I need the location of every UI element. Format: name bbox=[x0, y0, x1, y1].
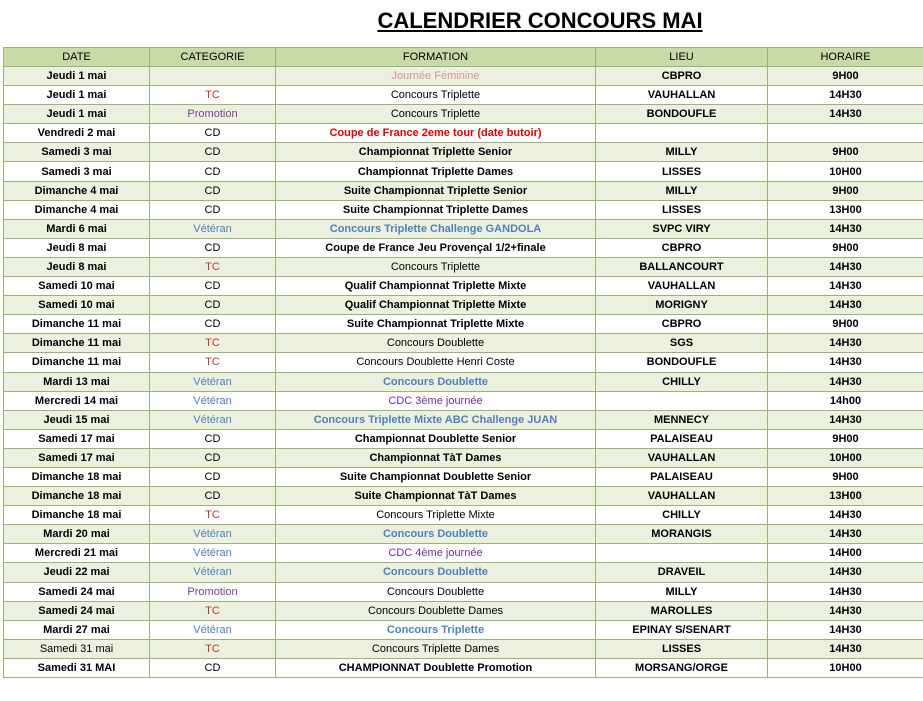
lieu-cell: PALAISEAU bbox=[596, 467, 768, 486]
date-cell: Mardi 6 mai bbox=[4, 219, 150, 238]
table-row bbox=[4, 334, 923, 353]
header-date: DATE bbox=[4, 48, 150, 67]
lieu-cell: VAUHALLAN bbox=[596, 487, 768, 506]
formation-cell: Suite Championnat Doublette Senior bbox=[276, 467, 596, 486]
formation-cell: Concours Triplette Challenge GANDOLA bbox=[276, 219, 596, 238]
lieu-cell: CBPRO bbox=[596, 67, 768, 86]
horaire-cell: 9H00 bbox=[768, 315, 923, 334]
categorie-cell: CD bbox=[150, 238, 276, 257]
categorie-cell: Promotion bbox=[150, 582, 276, 601]
table-row bbox=[4, 86, 923, 105]
formation-cell: CHAMPIONNAT Doublette Promotion bbox=[276, 658, 596, 677]
lieu-cell: MILLY bbox=[596, 582, 768, 601]
date-cell: Dimanche 4 mai bbox=[4, 200, 150, 219]
lieu-cell: SGS bbox=[596, 334, 768, 353]
horaire-cell: 14H30 bbox=[768, 353, 923, 372]
categorie-cell: Vétéran bbox=[150, 219, 276, 238]
categorie-cell: Promotion bbox=[150, 105, 276, 124]
categorie-cell: Vétéran bbox=[150, 620, 276, 639]
header-formation: FORMATION bbox=[276, 48, 596, 67]
date-cell: Samedi 31 MAI bbox=[4, 658, 150, 677]
date-cell: Samedi 31 mai bbox=[4, 639, 150, 658]
date-cell: Dimanche 11 mai bbox=[4, 334, 150, 353]
date-cell: Dimanche 18 mai bbox=[4, 506, 150, 525]
formation-cell: Concours Triplette bbox=[276, 620, 596, 639]
date-cell: Dimanche 18 mai bbox=[4, 467, 150, 486]
horaire-cell: 10H00 bbox=[768, 448, 923, 467]
lieu-cell: BALLANCOURT bbox=[596, 257, 768, 276]
categorie-cell: CD bbox=[150, 448, 276, 467]
table-row bbox=[4, 181, 923, 200]
lieu-cell: LISSES bbox=[596, 200, 768, 219]
formation-cell: Concours Triplette Dames bbox=[276, 639, 596, 658]
formation-cell: Championnat Triplette Dames bbox=[276, 162, 596, 181]
formation-cell: Suite Championnat Triplette Senior bbox=[276, 181, 596, 200]
date-cell: Jeudi 15 mai bbox=[4, 410, 150, 429]
date-cell: Jeudi 1 mai bbox=[4, 67, 150, 86]
lieu-cell: MENNECY bbox=[596, 410, 768, 429]
horaire-cell: 13H00 bbox=[768, 200, 923, 219]
date-cell: Jeudi 22 mai bbox=[4, 563, 150, 582]
horaire-cell bbox=[768, 124, 923, 143]
categorie-cell: CD bbox=[150, 315, 276, 334]
table-row bbox=[4, 639, 923, 658]
categorie-cell: CD bbox=[150, 277, 276, 296]
lieu-cell: CHILLY bbox=[596, 506, 768, 525]
horaire-cell: 14H30 bbox=[768, 620, 923, 639]
table-row bbox=[4, 582, 923, 601]
formation-cell: Concours Doublette bbox=[276, 563, 596, 582]
table-row bbox=[4, 525, 923, 544]
formation-cell: Qualif Championnat Triplette Mixte bbox=[276, 277, 596, 296]
formation-cell: Suite Championnat Triplette Dames bbox=[276, 200, 596, 219]
header-row bbox=[4, 48, 923, 67]
formation-cell: CDC 4ème journée bbox=[276, 544, 596, 563]
categorie-cell: CD bbox=[150, 487, 276, 506]
lieu-cell: LISSES bbox=[596, 639, 768, 658]
lieu-cell: LISSES bbox=[596, 162, 768, 181]
lieu-cell: EPINAY S/SENART bbox=[596, 620, 768, 639]
formation-cell: Suite Championnat Triplette Mixte bbox=[276, 315, 596, 334]
categorie-cell: TC bbox=[150, 639, 276, 658]
table-row bbox=[4, 257, 923, 276]
horaire-cell: 14H30 bbox=[768, 582, 923, 601]
date-cell: Samedi 10 mai bbox=[4, 296, 150, 315]
lieu-cell: DRAVEIL bbox=[596, 563, 768, 582]
table-row bbox=[4, 601, 923, 620]
lieu-cell: PALAISEAU bbox=[596, 429, 768, 448]
categorie-cell: Vétéran bbox=[150, 391, 276, 410]
table-row bbox=[4, 410, 923, 429]
lieu-cell: VAUHALLAN bbox=[596, 86, 768, 105]
categorie-cell: TC bbox=[150, 353, 276, 372]
date-cell: Dimanche 18 mai bbox=[4, 487, 150, 506]
table-row bbox=[4, 448, 923, 467]
horaire-cell: 13H00 bbox=[768, 487, 923, 506]
horaire-cell: 14H30 bbox=[768, 219, 923, 238]
table-row bbox=[4, 506, 923, 525]
formation-cell: Concours Triplette bbox=[276, 86, 596, 105]
date-cell: Mardi 27 mai bbox=[4, 620, 150, 639]
categorie-cell: TC bbox=[150, 506, 276, 525]
horaire-cell: 14H30 bbox=[768, 639, 923, 658]
date-cell: Jeudi 1 mai bbox=[4, 105, 150, 124]
categorie-cell: TC bbox=[150, 86, 276, 105]
formation-cell: Concours Doublette bbox=[276, 372, 596, 391]
table-row bbox=[4, 658, 923, 677]
horaire-cell: 9H00 bbox=[768, 429, 923, 448]
formation-cell: Concours Triplette Mixte bbox=[276, 506, 596, 525]
lieu-cell: MORANGIS bbox=[596, 525, 768, 544]
lieu-cell: CHILLY bbox=[596, 372, 768, 391]
formation-cell: Concours Doublette bbox=[276, 582, 596, 601]
formation-cell: Concours Doublette Dames bbox=[276, 601, 596, 620]
lieu-cell bbox=[596, 544, 768, 563]
date-cell: Samedi 17 mai bbox=[4, 429, 150, 448]
lieu-cell: BONDOUFLE bbox=[596, 105, 768, 124]
categorie-cell: TC bbox=[150, 334, 276, 353]
formation-cell: Coupe de France Jeu Provençal 1/2+finale bbox=[276, 238, 596, 257]
table-row bbox=[4, 487, 923, 506]
categorie-cell: CD bbox=[150, 143, 276, 162]
formation-cell: Concours Doublette bbox=[276, 525, 596, 544]
horaire-cell: 10H00 bbox=[768, 162, 923, 181]
date-cell: Jeudi 8 mai bbox=[4, 257, 150, 276]
formation-cell: Suite Championnat TàT Dames bbox=[276, 487, 596, 506]
table-row bbox=[4, 563, 923, 582]
categorie-cell: Vétéran bbox=[150, 544, 276, 563]
header-lieu: LIEU bbox=[596, 48, 768, 67]
lieu-cell: VAUHALLAN bbox=[596, 448, 768, 467]
lieu-cell: VAUHALLAN bbox=[596, 277, 768, 296]
lieu-cell: MILLY bbox=[596, 143, 768, 162]
table-row bbox=[4, 372, 923, 391]
table-row bbox=[4, 620, 923, 639]
horaire-cell: 14H30 bbox=[768, 506, 923, 525]
lieu-cell bbox=[596, 124, 768, 143]
horaire-cell: 9H00 bbox=[768, 238, 923, 257]
horaire-cell: 14H30 bbox=[768, 410, 923, 429]
horaire-cell: 14H00 bbox=[768, 544, 923, 563]
horaire-cell: 14H30 bbox=[768, 563, 923, 582]
date-cell: Dimanche 4 mai bbox=[4, 181, 150, 200]
categorie-cell: CD bbox=[150, 162, 276, 181]
categorie-cell: CD bbox=[150, 296, 276, 315]
horaire-cell: 9H00 bbox=[768, 67, 923, 86]
table-row bbox=[4, 353, 923, 372]
table-row bbox=[4, 219, 923, 238]
date-cell: Mardi 20 mai bbox=[4, 525, 150, 544]
date-cell: Mardi 13 mai bbox=[4, 372, 150, 391]
table-row bbox=[4, 429, 923, 448]
categorie-cell: TC bbox=[150, 601, 276, 620]
formation-cell: Concours Triplette bbox=[276, 105, 596, 124]
date-cell: Vendredi 2 mai bbox=[4, 124, 150, 143]
formation-cell: CDC 3ème journée bbox=[276, 391, 596, 410]
calendar-table bbox=[3, 47, 923, 678]
lieu-cell: BONDOUFLE bbox=[596, 353, 768, 372]
table-row bbox=[4, 277, 923, 296]
table-row bbox=[4, 143, 923, 162]
date-cell: Samedi 10 mai bbox=[4, 277, 150, 296]
lieu-cell: MORIGNY bbox=[596, 296, 768, 315]
formation-cell: Coupe de France 2eme tour (date butoir) bbox=[276, 124, 596, 143]
date-cell: Samedi 3 mai bbox=[4, 162, 150, 181]
horaire-cell: 14H30 bbox=[768, 334, 923, 353]
date-cell: Samedi 24 mai bbox=[4, 582, 150, 601]
horaire-cell: 9H00 bbox=[768, 467, 923, 486]
horaire-cell: 10H00 bbox=[768, 658, 923, 677]
horaire-cell: 9H00 bbox=[768, 143, 923, 162]
date-cell: Dimanche 11 mai bbox=[4, 353, 150, 372]
horaire-cell: 14H30 bbox=[768, 525, 923, 544]
header-categorie: CATEGORIE bbox=[150, 48, 276, 67]
formation-cell: Journée Féminine bbox=[276, 67, 596, 86]
categorie-cell: Vétéran bbox=[150, 563, 276, 582]
lieu-cell: SVPC VIRY bbox=[596, 219, 768, 238]
categorie-cell: Vétéran bbox=[150, 372, 276, 391]
categorie-cell: Vétéran bbox=[150, 525, 276, 544]
horaire-cell: 14H30 bbox=[768, 601, 923, 620]
lieu-cell: MILLY bbox=[596, 181, 768, 200]
date-cell: Samedi 24 mai bbox=[4, 601, 150, 620]
date-cell: Samedi 3 mai bbox=[4, 143, 150, 162]
table-row bbox=[4, 124, 923, 143]
header-horaire: HORAIRE bbox=[768, 48, 923, 67]
table-row bbox=[4, 544, 923, 563]
table-row bbox=[4, 67, 923, 86]
formation-cell: Concours Doublette bbox=[276, 334, 596, 353]
lieu-cell: MORSANG/ORGE bbox=[596, 658, 768, 677]
table-row bbox=[4, 105, 923, 124]
date-cell: Jeudi 8 mai bbox=[4, 238, 150, 257]
date-cell: Mercredi 21 mai bbox=[4, 544, 150, 563]
date-cell: Mercredi 14 mai bbox=[4, 391, 150, 410]
table-row bbox=[4, 162, 923, 181]
lieu-cell: CBPRO bbox=[596, 315, 768, 334]
lieu-cell: CBPRO bbox=[596, 238, 768, 257]
horaire-cell: 14h00 bbox=[768, 391, 923, 410]
categorie-cell: CD bbox=[150, 429, 276, 448]
table-row bbox=[4, 200, 923, 219]
table-row bbox=[4, 315, 923, 334]
table-row bbox=[4, 467, 923, 486]
categorie-cell: CD bbox=[150, 124, 276, 143]
horaire-cell: 14H30 bbox=[768, 86, 923, 105]
horaire-cell: 9H00 bbox=[768, 181, 923, 200]
categorie-cell bbox=[150, 67, 276, 86]
table-row bbox=[4, 238, 923, 257]
categorie-cell: CD bbox=[150, 200, 276, 219]
formation-cell: Concours Triplette bbox=[276, 257, 596, 276]
table-row bbox=[4, 391, 923, 410]
lieu-cell: MAROLLES bbox=[596, 601, 768, 620]
lieu-cell bbox=[596, 391, 768, 410]
formation-cell: Concours Triplette Mixte ABC Challenge JUAN bbox=[276, 410, 596, 429]
horaire-cell: 14H30 bbox=[768, 105, 923, 124]
formation-cell: Qualif Championnat Triplette Mixte bbox=[276, 296, 596, 315]
page-title: CALENDRIER CONCOURS MAI bbox=[377, 8, 703, 33]
horaire-cell: 14H30 bbox=[768, 257, 923, 276]
categorie-cell: TC bbox=[150, 257, 276, 276]
categorie-cell: CD bbox=[150, 658, 276, 677]
date-cell: Jeudi 1 mai bbox=[4, 86, 150, 105]
horaire-cell: 14H30 bbox=[768, 296, 923, 315]
date-cell: Samedi 17 mai bbox=[4, 448, 150, 467]
horaire-cell: 14H30 bbox=[768, 372, 923, 391]
formation-cell: Championnat Doublette Senior bbox=[276, 429, 596, 448]
categorie-cell: Vétéran bbox=[150, 410, 276, 429]
categorie-cell: CD bbox=[150, 181, 276, 200]
formation-cell: Concours Doublette Henri Coste bbox=[276, 353, 596, 372]
date-cell: Dimanche 11 mai bbox=[4, 315, 150, 334]
table-row bbox=[4, 296, 923, 315]
horaire-cell: 14H30 bbox=[768, 277, 923, 296]
formation-cell: Championnat Triplette Senior bbox=[276, 143, 596, 162]
categorie-cell: CD bbox=[150, 467, 276, 486]
formation-cell: Championnat TàT Dames bbox=[276, 448, 596, 467]
